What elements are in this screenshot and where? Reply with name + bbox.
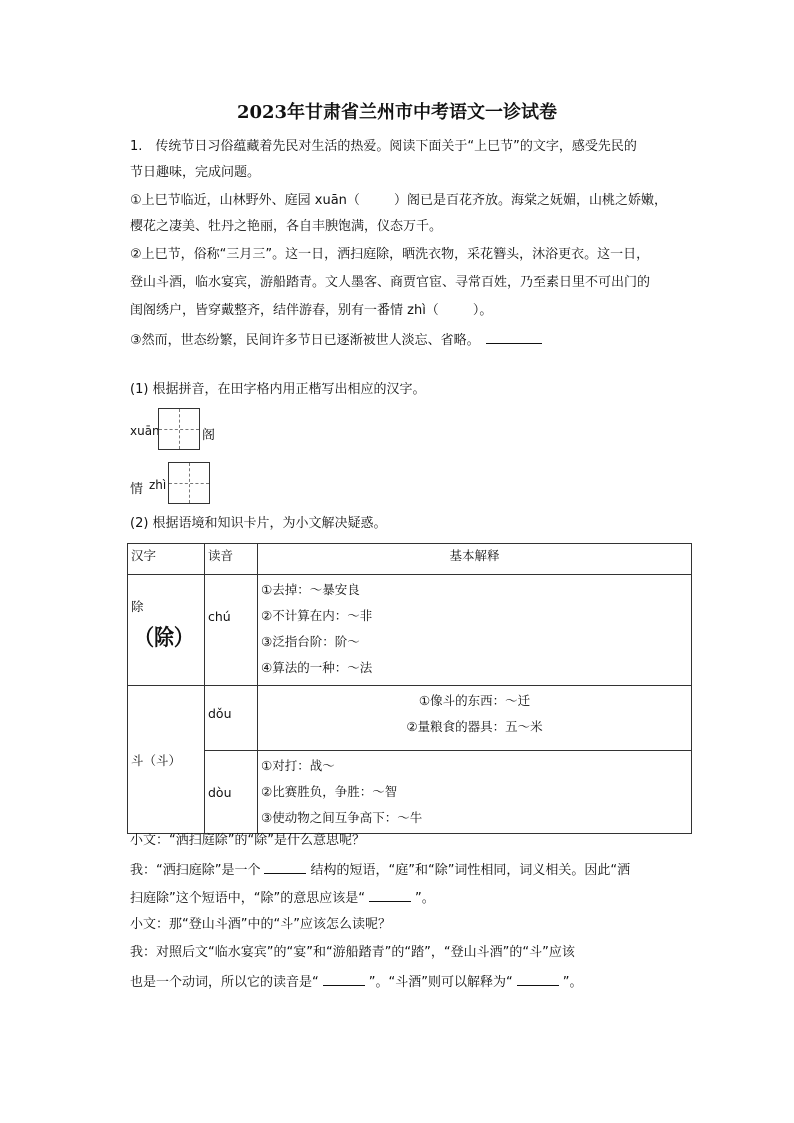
dialog-a1-text3: 扫庭除”这个短语中，“除”的意思应该是“ (130, 891, 365, 906)
def-dou4-1: ①对打：战～ (261, 758, 335, 773)
def-dou4-2: ②比赛胜负，争胜：～智 (261, 784, 398, 799)
char-chu: 除 (131, 599, 144, 614)
answer-blank-dou-pinyin[interactable] (323, 973, 365, 986)
paragraph-1-line1 (130, 193, 667, 209)
def-chu-3: ③泛指台阶：阶～ (261, 634, 360, 649)
paragraph-3-text: ③然而，世态纷繁，民间许多节日已逐渐被世人淡忘、省略。 (130, 333, 480, 348)
char-dou: 斗（斗） (131, 752, 182, 768)
dialog-a2-line1: 我：对照后文“临水宴宾”的“宴”和“游船踏青”的“踏”，“登山斗酒”的“斗”应该 (130, 945, 575, 960)
cell-pinyin-dou3: dǒu (205, 686, 258, 751)
paragraph-2-line1: ②上巳节，俗称“三月三”。这一日，洒扫庭除，晒洗衣物，采花簪头，沐浴更衣。这一日， (130, 247, 650, 262)
paragraph-2-text-b: ）。 (472, 303, 493, 318)
table-row-dou-4 (128, 751, 692, 834)
paragraph-2-line3 (130, 303, 492, 319)
sub2-prompt: (2) 根据语境和知识卡片，为小文解决疑惑。 (130, 516, 387, 531)
table-row-dou-3 (128, 686, 692, 751)
answer-blank-p3[interactable] (486, 331, 542, 344)
sub1-char-qing: 情 (130, 482, 144, 497)
answer-blank-dou-meaning[interactable] (517, 973, 559, 986)
dialog-a2-line2 (130, 973, 582, 991)
dialog-a2-text1: 也是一个动词，所以它的读音是“ (130, 975, 319, 990)
paragraph-2-line2: 登山斗酒，临水宴宾，游船踏青。文人墨客、商贾官宦、寻常百姓，乃至素日里不可出门的 (130, 275, 651, 290)
table-header-row (128, 544, 692, 575)
dialog-a2-text3: ”。 (562, 975, 583, 990)
def-dou4-3: ③使动物之间互争高下：～牛 (261, 810, 423, 825)
header-pinyin: 读音 (205, 544, 258, 575)
dialog-a2-text2: ”。“斗酒”则可以解释为“ (368, 975, 513, 990)
knowledge-card-table (127, 543, 692, 834)
answer-blank-chu-meaning[interactable] (369, 889, 411, 902)
cell-char-chu (128, 575, 205, 686)
paragraph-1-line2: 樱花之凄美、牡丹之艳丽，各自丰腴饱满，仪态万千。 (130, 219, 443, 234)
dialog-q2: 小文：那“登山斗酒”中的“斗”应该怎么读呢？ (130, 917, 391, 932)
answer-blank-structure[interactable] (264, 861, 306, 874)
paragraph-1-text-a: ①上巳节临近，山林野外、庭园 xuān（ (130, 193, 360, 208)
seal-chu-icon: （除） (134, 625, 194, 651)
cell-char-dou (128, 686, 205, 834)
paragraph-1-text-b: ）阁已是百花齐放。海棠之妩媚，山桃之娇嫩， (393, 193, 667, 208)
header-definition: 基本解释 (258, 544, 692, 575)
paragraph-2-text-a: 闺阁绣户，皆穿戴整齐，结伴游春，别有一番情 zhì（ (130, 303, 439, 318)
def-dou3-2: ②量粮食的器具：五～米 (406, 719, 543, 734)
cell-pinyin-chu: chú (205, 575, 258, 686)
dialog-a1-line2 (130, 889, 435, 907)
def-dou3-1: ①像斗的东西：～迁 (418, 693, 531, 708)
sub1-pinyin-zhi: zhì (149, 478, 167, 492)
page-title: 2023年甘肃省兰州市中考语文一诊试卷 (236, 102, 558, 123)
table-row-chu (128, 575, 692, 686)
sub1-pinyin-xuan: xuān (130, 424, 160, 438)
def-chu-4: ④算法的一种：～法 (261, 660, 373, 675)
tianzige-box-zhi[interactable] (168, 462, 210, 504)
paragraph-3 (130, 331, 542, 349)
tianzige-box-xuan[interactable] (158, 408, 200, 450)
def-chu-2: ②不计算在内：～非 (261, 608, 373, 623)
dialog-a1-line1 (130, 861, 630, 879)
dialog-a1-text1: 我：“洒扫庭除”是一个 (130, 863, 261, 878)
cell-defs-dou3 (258, 686, 692, 751)
dialog-a1-text2: 结构的短语，“庭”和“除”词性相同，词义相关。因此“洒 (310, 863, 631, 878)
def-chu-1: ①去掉：～暴安良 (261, 582, 360, 597)
question-intro-line1: 1. 传统节日习俗蕴藏着先民对生活的热爱。阅读下面关于“上巳节”的文字，感受先民的 (130, 139, 637, 154)
cell-pinyin-dou4: dòu (205, 751, 258, 834)
cell-defs-chu (258, 575, 692, 686)
question-intro-line2: 节日趣味，完成问题。 (130, 165, 261, 180)
sub1-prompt: (1) 根据拼音，在田字格内用正楷写出相应的汉字。 (130, 382, 426, 397)
dialog-q1: 小文：“洒扫庭除”的“除”是什么意思呢？ (130, 833, 365, 848)
sub1-char-ge: 阁 (202, 428, 216, 443)
dialog-a1-text4: ”。 (414, 891, 435, 906)
header-char: 汉字 (128, 544, 205, 575)
cell-defs-dou4 (258, 751, 692, 834)
